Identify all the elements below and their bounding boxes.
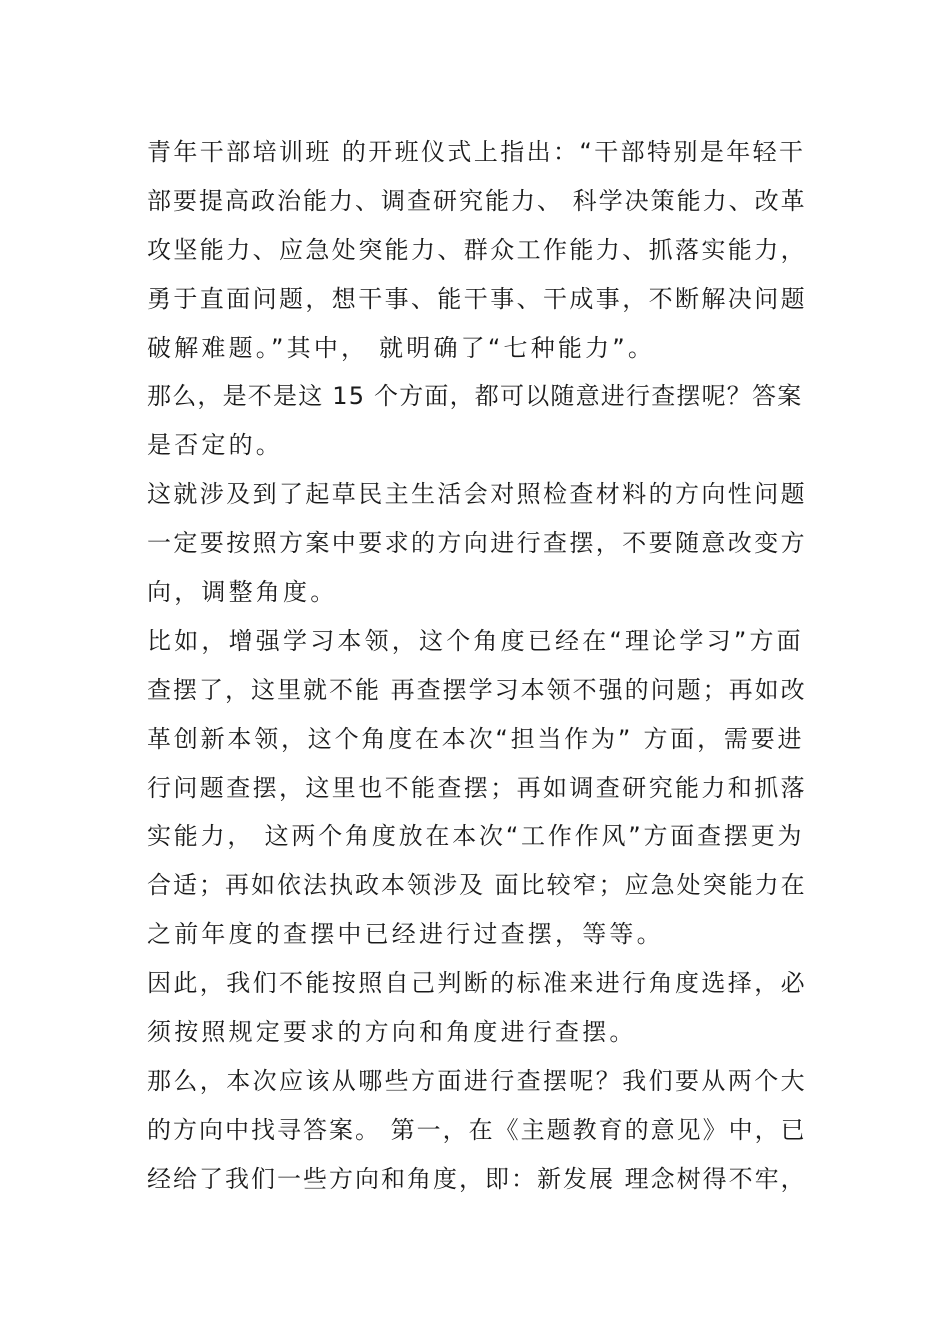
text-line: 一定要按照方案中要求的方向进行查摆，不要随意改变方 [147,529,807,558]
text-line: 经给了我们一些方向和角度，即：新发展 理念树得不牢， [147,1164,807,1193]
text-line: 合适；再如依法执政本领涉及 面比较窄；应急处突能力在 [147,871,807,900]
text-line: 向，调整角度。 [147,578,338,607]
text-line: 行问题查摆，这里也不能查摆；再如调查研究能力和抓落 [147,773,807,802]
text-line: 是否定的。 [147,431,283,460]
text-line: 这就涉及到了起草民主生活会对照检查材料的方向性问题 [147,480,807,509]
text-line: 部要提高政治能力、调查研究能力、 科学决策能力、改革 [147,186,807,215]
text-line: 那么，是不是这 15 个方面，都可以随意进行查摆呢？答案 [147,382,803,411]
text-line: 青年干部培训班 的开班仪式上指出：“干部特别是年轻干 [147,138,806,166]
document-body [147,128,807,1204]
text-line: 之前年度的查摆中已经进行过查摆，等等。 [147,920,664,949]
text-line: 的方向中找寻答案。 第一，在《主题教育的意见》中，已 [147,1115,807,1144]
text-line: 因此，我们不能按照自己判断的标准来进行角度选择，必 [147,969,807,998]
text-line: 攻坚能力、应急处突能力、群众工作能力、抓落实能力， [147,235,807,264]
text-line: 须按照规定要求的方向和角度进行查摆。 [147,1018,637,1047]
text-line: 那么，本次应该从哪些方面进行查摆呢？我们要从两个大 [147,1066,807,1095]
text-line: 破解难题。”其中， 就明确了“七种能力”。 [147,333,656,362]
text-line: 革创新本领，这个角度在本次“担当作为” 方面，需要进 [147,724,805,753]
text-line: 实能力， 这两个角度放在本次“工作作风”方面查摆更为 [147,822,805,851]
text-line: 查摆了，这里就不能 再查摆学习本领不强的问题；再如改 [147,675,807,704]
text-line: 比如，增强学习本领，这个角度已经在“理论学习”方面 [147,626,804,655]
text-line: 勇于直面问题，想干事、能干事、干成事，不断解决问题 [147,284,807,313]
